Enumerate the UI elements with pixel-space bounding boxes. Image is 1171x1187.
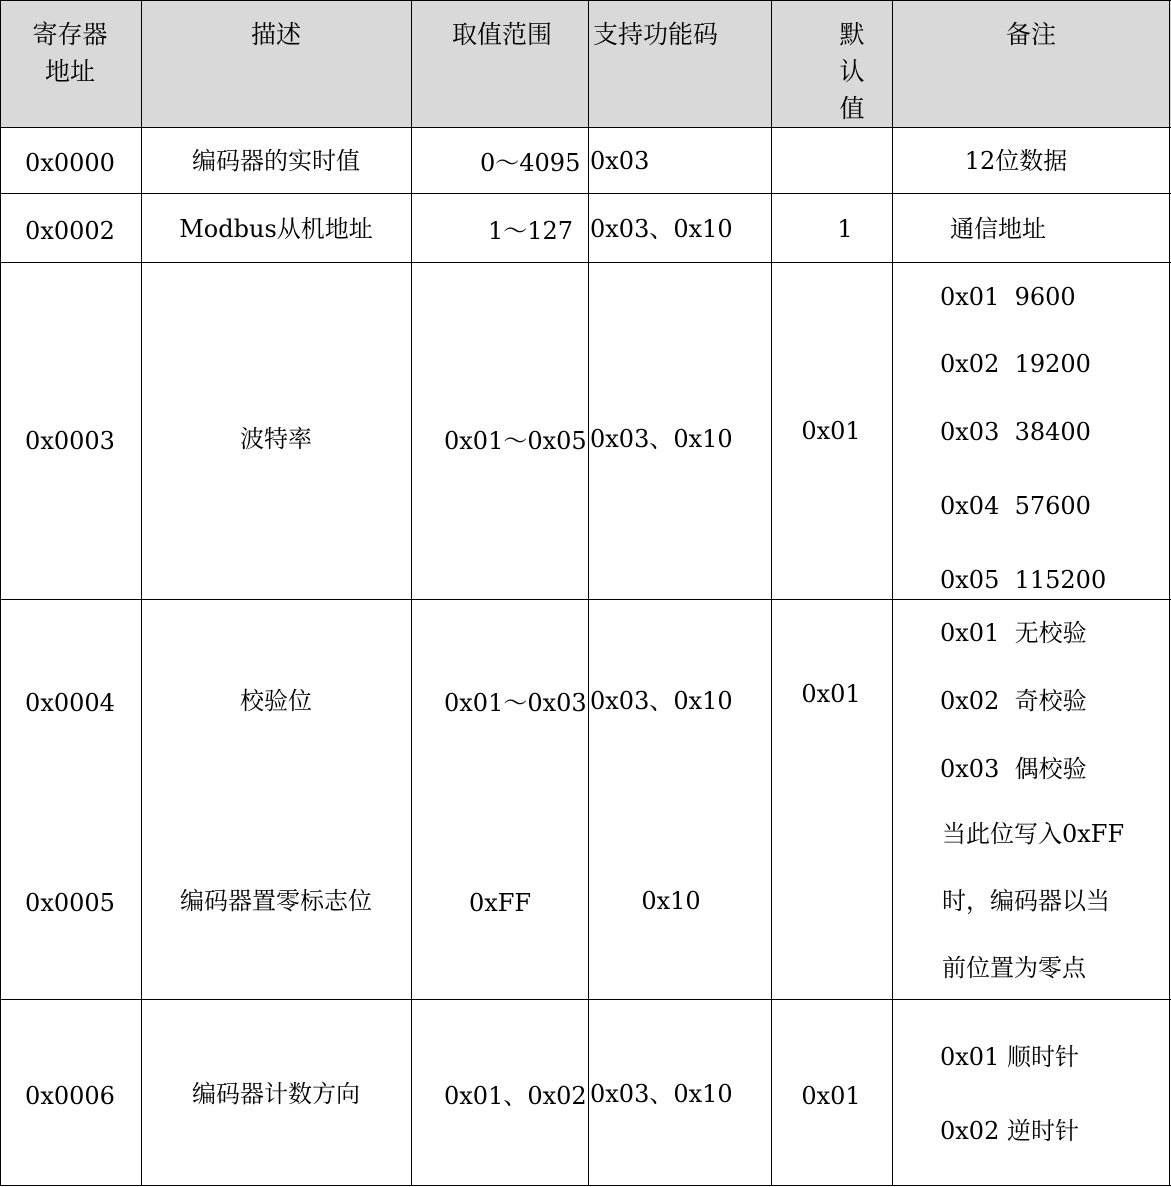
cell-address: 0x0003 xyxy=(25,427,115,455)
cell-function-code: 0x03、0x10 xyxy=(590,215,733,243)
header-default: 认 xyxy=(839,57,865,86)
header-default: 默 xyxy=(839,20,865,49)
column-divider xyxy=(411,0,412,1186)
row-divider xyxy=(0,1185,1171,1186)
header-description: 描述 xyxy=(250,20,302,49)
cell-default: 0x01 xyxy=(801,417,861,445)
cell-description: 编码器置零标志位 xyxy=(180,887,372,915)
cell-default: 0x01 xyxy=(801,680,861,708)
column-divider xyxy=(1169,0,1170,1186)
row-divider xyxy=(0,127,1171,128)
cell-range: 0～4095 xyxy=(480,149,581,177)
column-divider xyxy=(892,0,893,1186)
header-function-code: 支持功能码 xyxy=(593,20,719,49)
cell-address: 0x0002 xyxy=(25,217,115,245)
cell-address: 0x0006 xyxy=(25,1082,115,1110)
column-divider xyxy=(0,0,1,1186)
row-divider xyxy=(0,262,1171,263)
cell-remark: 当此位写入0xFF xyxy=(942,820,1125,848)
cell-range: 1～127 xyxy=(488,217,574,245)
cell-description: 波特率 xyxy=(240,425,312,453)
cell-remark: 0x02 奇校验 xyxy=(940,687,1087,715)
row-divider xyxy=(0,599,1171,600)
column-divider xyxy=(588,0,589,1186)
cell-function-code: 0x10 xyxy=(641,887,701,915)
cell-function-code: 0x03、0x10 xyxy=(590,687,733,715)
cell-remark: 0x02 逆时针 xyxy=(940,1117,1079,1145)
cell-description: 编码器的实时值 xyxy=(192,147,360,175)
cell-remark: 0x01 9600 xyxy=(940,283,1076,311)
cell-remark: 0x05 115200 xyxy=(940,566,1107,594)
cell-remark: 0x01 无校验 xyxy=(940,619,1087,647)
header-address: 地址 xyxy=(44,57,96,86)
cell-range: 0x01～0x03 xyxy=(444,689,587,717)
cell-range: 0xFF xyxy=(468,889,532,917)
cell-remark: 前位置为零点 xyxy=(942,954,1086,982)
cell-address: 0x0004 xyxy=(25,689,115,717)
cell-range: 0x01～0x05 xyxy=(444,427,587,455)
cell-remark: 0x04 57600 xyxy=(940,492,1091,520)
cell-default: 1 xyxy=(837,215,853,243)
header-address: 寄存器 xyxy=(32,20,108,49)
header-default: 值 xyxy=(839,94,865,123)
cell-function-code: 0x03 xyxy=(590,147,650,175)
cell-description: Modbus从机地址 xyxy=(179,215,373,243)
row-divider xyxy=(0,193,1171,194)
cell-range: 0x01、0x02 xyxy=(444,1082,587,1110)
row-divider xyxy=(0,0,1171,1)
header-remark: 备注 xyxy=(1005,20,1057,49)
cell-remark: 通信地址 xyxy=(950,215,1046,243)
cell-remark: 0x02 19200 xyxy=(940,350,1091,378)
column-divider xyxy=(771,0,772,1186)
cell-remark: 时，编码器以当 xyxy=(942,887,1110,915)
cell-address: 0x0000 xyxy=(25,149,115,177)
cell-remark: 0x01 顺时针 xyxy=(940,1043,1079,1071)
cell-function-code: 0x03、0x10 xyxy=(590,425,733,453)
column-divider xyxy=(141,0,142,1186)
cell-address: 0x0005 xyxy=(25,889,115,917)
cell-function-code: 0x03、0x10 xyxy=(590,1080,733,1108)
cell-remark: 12位数据 xyxy=(964,147,1068,175)
cell-description: 校验位 xyxy=(240,687,312,715)
cell-description: 编码器计数方向 xyxy=(192,1080,360,1108)
table-header-row xyxy=(0,0,1171,128)
header-range: 取值范围 xyxy=(452,20,553,49)
cell-remark: 0x03 偶校验 xyxy=(940,755,1087,783)
row-divider xyxy=(0,999,1171,1000)
cell-default: 0x01 xyxy=(801,1082,861,1110)
cell-remark: 0x03 38400 xyxy=(940,418,1091,446)
